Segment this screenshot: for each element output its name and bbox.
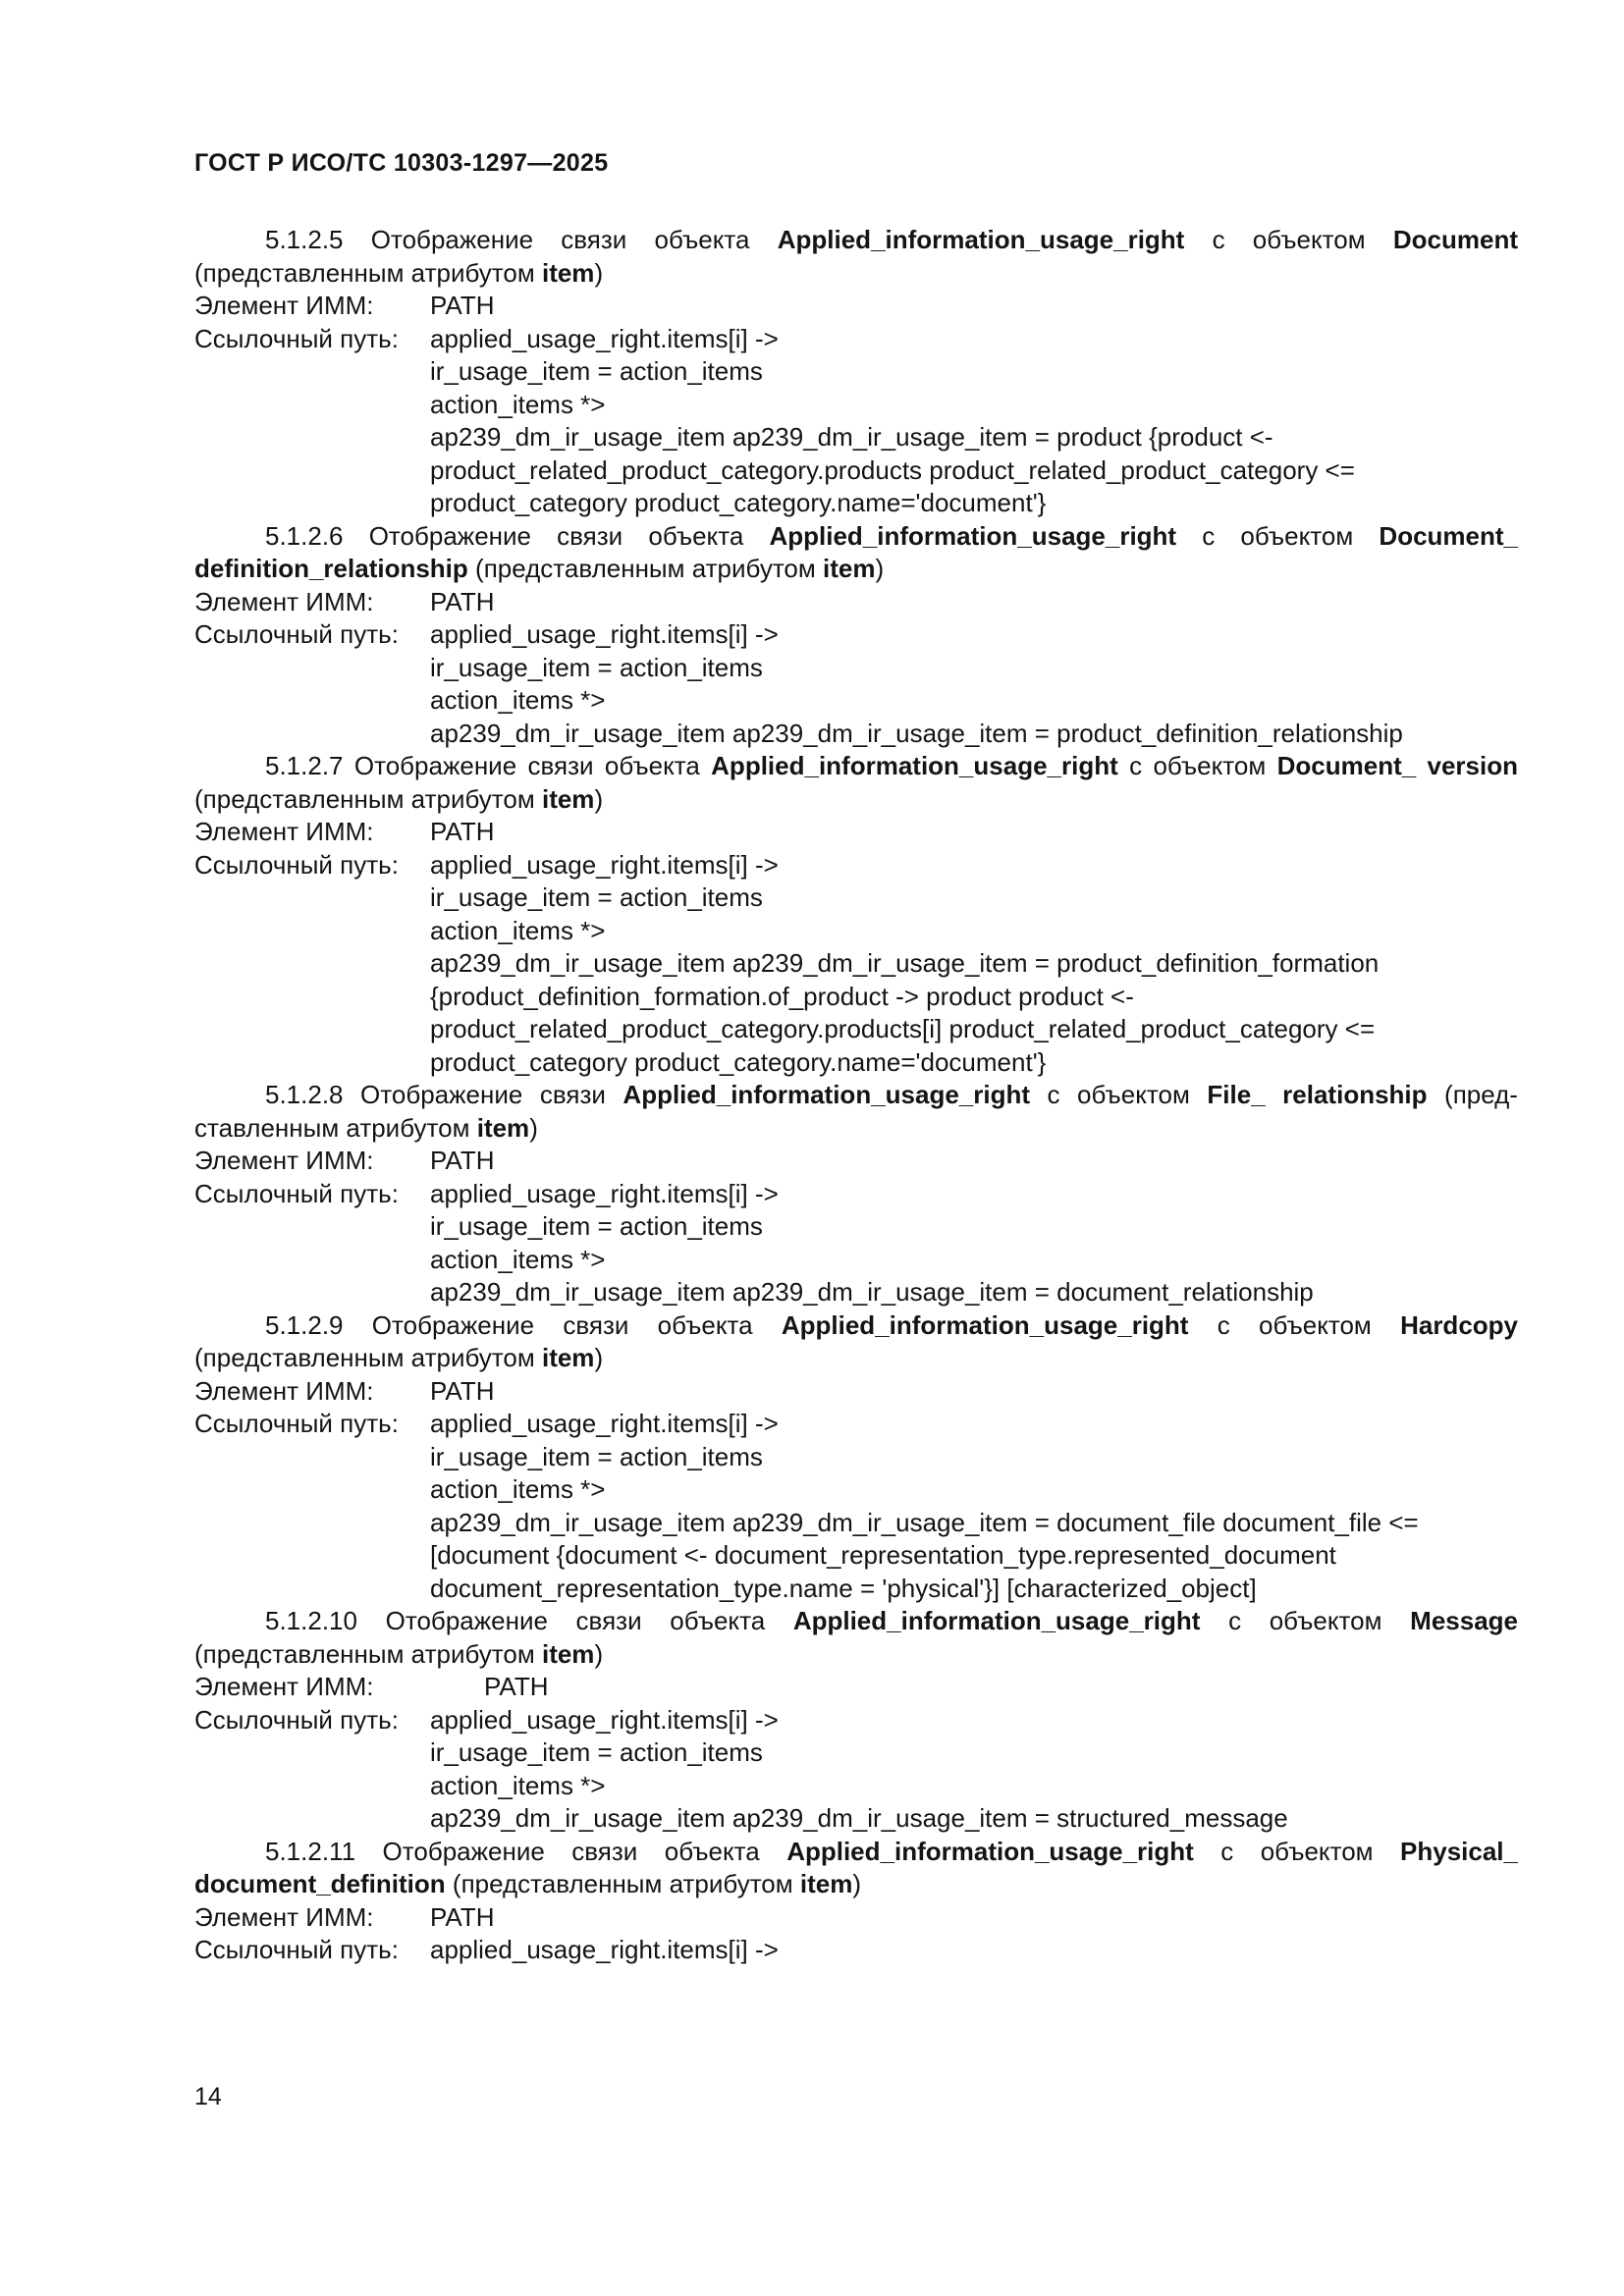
heading-text: ) [875,554,885,583]
entity-name: Applied_information_usage_right [711,751,1118,780]
path-line: action_items *> [430,915,606,945]
element-label: Элемент ИММ: [194,586,374,616]
path-line: product_category product_category.name='document'} [430,1046,1047,1077]
section-heading [194,1079,1518,1145]
section-number: 5.1.2.8 [265,1080,344,1109]
mapping-section [194,1079,1518,1309]
attribute-name: item [799,1869,853,1898]
heading-text: (пред-ставленным атрибутом [194,1080,1518,1143]
reference-path-row [194,618,1518,750]
section-heading [194,1309,1518,1375]
heading-text: (представленным атрибутом [194,1343,535,1372]
reference-path-label: Ссылочный путь: [194,849,399,880]
entity-name: Document_ version [1276,751,1519,780]
path-line: ir_usage_item = action_items [430,882,763,912]
heading-text: Отображение связи объекта [382,1836,760,1866]
path-line: applied_usage_right.items[i] -> [430,1178,779,1208]
heading-text: Отображение связи объекта [353,751,700,780]
entity-name: Hardcopy [1400,1309,1518,1340]
element-row [194,586,1518,619]
element-row [194,1901,1518,1935]
element-label: Элемент ИММ: [194,817,374,846]
reference-path-row [194,1408,1518,1605]
reference-path-value [430,1408,1518,1605]
entity-name: Physical_ document_definition [194,1836,1518,1898]
element-row [194,1375,1518,1409]
reference-path-row [194,1704,1518,1836]
reference-path-row [194,1934,1518,1967]
path-line: product_category product_category.name='document'} [430,488,1047,517]
reference-path-value [430,1704,1518,1836]
entity-name: Document [1392,225,1518,254]
path-line: ap239_dm_ir_usage_item ap239_dm_ir_usage_item = structured_message [430,1803,1288,1833]
heading-text: ) [594,1343,604,1372]
path-line: [document {document <- document_representation_type.represented_document [430,1540,1336,1570]
reference-path-value [430,849,1518,1080]
section-number: 5.1.2.5 [265,225,344,254]
heading-text: Отображение связи объекта [370,225,750,254]
element-value: PATH [430,291,495,320]
path-line: {product_definition_formation.of_product -> product product <- [430,981,1134,1011]
attribute-name: item [541,257,595,288]
path-line: applied_usage_right.items[i] -> [430,1409,779,1438]
entity-name: Applied_information_usage_right [623,1080,1031,1109]
attribute-name: item [823,554,876,583]
reference-path-label: Ссылочный путь: [194,1935,399,1964]
heading-text: Отображение связи объекта [385,1606,766,1635]
mapping-section [194,1605,1518,1836]
heading-text: Отображение связи [360,1080,606,1109]
attribute-name: item [541,1638,595,1669]
mapping-section [194,1309,1518,1606]
reference-path-label: Ссылочный путь: [194,1178,399,1208]
reference-path-row [194,849,1518,1080]
heading-text: (представленным атрибутом [194,257,535,288]
path-line: ir_usage_item = action_items [430,652,763,682]
heading-text: (представленным атрибутом [475,554,816,583]
entity-name: Applied_information_usage_right [786,1836,1194,1866]
mapping-section [194,224,1518,520]
path-line: document_representation_type.name = 'physical'}] [characterized_object] [430,1573,1257,1603]
element-row [194,1671,1518,1704]
path-line: ap239_dm_ir_usage_item ap239_dm_ir_usage_item = document_file document_file <= [430,1507,1419,1537]
path-line: applied_usage_right.items[i] -> [430,1704,779,1735]
path-line: ir_usage_item = action_items [430,356,763,386]
entity-name: File_ relationship [1207,1080,1428,1109]
element-value: PATH [430,1146,495,1175]
element-label: Элемент ИММ: [194,1146,374,1175]
section-number: 5.1.2.9 [265,1309,344,1340]
reference-path-label: Ссылочный путь: [194,1409,399,1438]
entity-name: Message [1410,1606,1518,1635]
heading-text: с объектом [1220,1836,1374,1866]
reference-path-value [430,1178,1518,1309]
entity-name: Applied_information_usage_right [781,1309,1189,1340]
heading-text: с объектом [1217,1309,1372,1340]
heading-text: (представленным атрибутом [194,1638,535,1669]
heading-text: с объектом [1047,1080,1190,1109]
heading-text: (представленным атрибутом [452,1869,793,1898]
heading-text: с объектом [1202,520,1354,551]
reference-path-label: Ссылочный путь: [194,619,399,649]
path-line: action_items *> [430,1244,606,1274]
path-line: product_related_product_category.products[i] product_related_product_category <= [430,1014,1376,1043]
path-line: ap239_dm_ir_usage_item ap239_dm_ir_usage_item = document_relationship [430,1277,1314,1307]
entity-name: Applied_information_usage_right [769,520,1177,551]
path-line: ap239_dm_ir_usage_item ap239_dm_ir_usage_item = product {product <- [430,422,1273,452]
section-heading [194,750,1518,816]
path-line: ir_usage_item = action_items [430,1737,763,1767]
heading-text: Отображение связи объекта [371,1309,753,1340]
element-row [194,816,1518,849]
reference-path-row [194,1178,1518,1309]
heading-text: Отображение связи объекта [368,520,744,551]
heading-text: ) [852,1869,862,1898]
path-line: applied_usage_right.items[i] -> [430,1935,779,1964]
heading-text: с объектом [1212,225,1366,254]
element-value: PATH [484,1672,549,1701]
document-content [194,224,1518,1967]
mapping-section [194,520,1518,751]
heading-text: с объектом [1228,1606,1382,1635]
entity-name: Applied_information_usage_right [792,1606,1201,1635]
entity-name: Document_ definition_relationship [194,520,1518,583]
element-value: PATH [430,1375,495,1406]
page-number: 14 [194,2083,222,2110]
heading-text: ) [594,1638,604,1669]
entity-name: Applied_information_usage_right [777,225,1185,254]
reference-path-row [194,323,1518,520]
path-line: ap239_dm_ir_usage_item ap239_dm_ir_usage_item = product_definition_formation [430,948,1380,978]
path-line: applied_usage_right.items[i] -> [430,849,779,880]
path-line: applied_usage_right.items[i] -> [430,619,779,649]
reference-path-label: Ссылочный путь: [194,323,399,353]
section-heading [194,520,1518,586]
heading-text: с объектом [1129,751,1267,780]
section-heading [194,1605,1518,1671]
heading-text: ) [594,783,604,814]
element-value: PATH [430,586,495,616]
heading-text: ) [529,1112,538,1143]
element-label: Элемент ИММ: [194,291,374,320]
element-value: PATH [430,817,495,846]
section-number: 5.1.2.10 [265,1606,357,1635]
attribute-name: item [476,1112,530,1143]
section-number: 5.1.2.11 [265,1836,356,1866]
path-line: action_items *> [430,389,606,419]
reference-path-value [430,618,1518,750]
path-line: action_items *> [430,1474,606,1504]
element-label: Элемент ИММ: [194,1672,374,1701]
path-line: ap239_dm_ir_usage_item ap239_dm_ir_usage_item = product_definition_relationship [430,718,1403,748]
element-value: PATH [430,1901,495,1932]
path-line: action_items *> [430,1770,606,1800]
mapping-section [194,1836,1518,1967]
mapping-section [194,750,1518,1079]
heading-text: (представленным атрибутом [194,783,535,814]
element-label: Элемент ИММ: [194,1375,374,1406]
reference-path-value [430,323,1518,520]
reference-path-value [430,1934,1518,1967]
attribute-name: item [541,1343,595,1372]
element-row [194,1145,1518,1178]
path-line: applied_usage_right.items[i] -> [430,323,779,353]
path-line: ir_usage_item = action_items [430,1211,763,1241]
section-number: 5.1.2.6 [265,520,344,551]
reference-path-label: Ссылочный путь: [194,1704,399,1735]
path-line: action_items *> [430,685,606,715]
document-header: ГОСТ Р ИСО/ТС 10303-1297—2025 [194,149,609,177]
section-heading [194,1836,1518,1901]
path-line: ir_usage_item = action_items [430,1441,763,1471]
section-heading [194,224,1518,290]
section-number: 5.1.2.7 [265,751,344,780]
attribute-name: item [541,783,595,814]
heading-text: ) [594,257,604,288]
path-line: product_related_product_category.products product_related_product_category <= [430,454,1355,485]
element-label: Элемент ИММ: [194,1901,374,1932]
element-row [194,290,1518,323]
